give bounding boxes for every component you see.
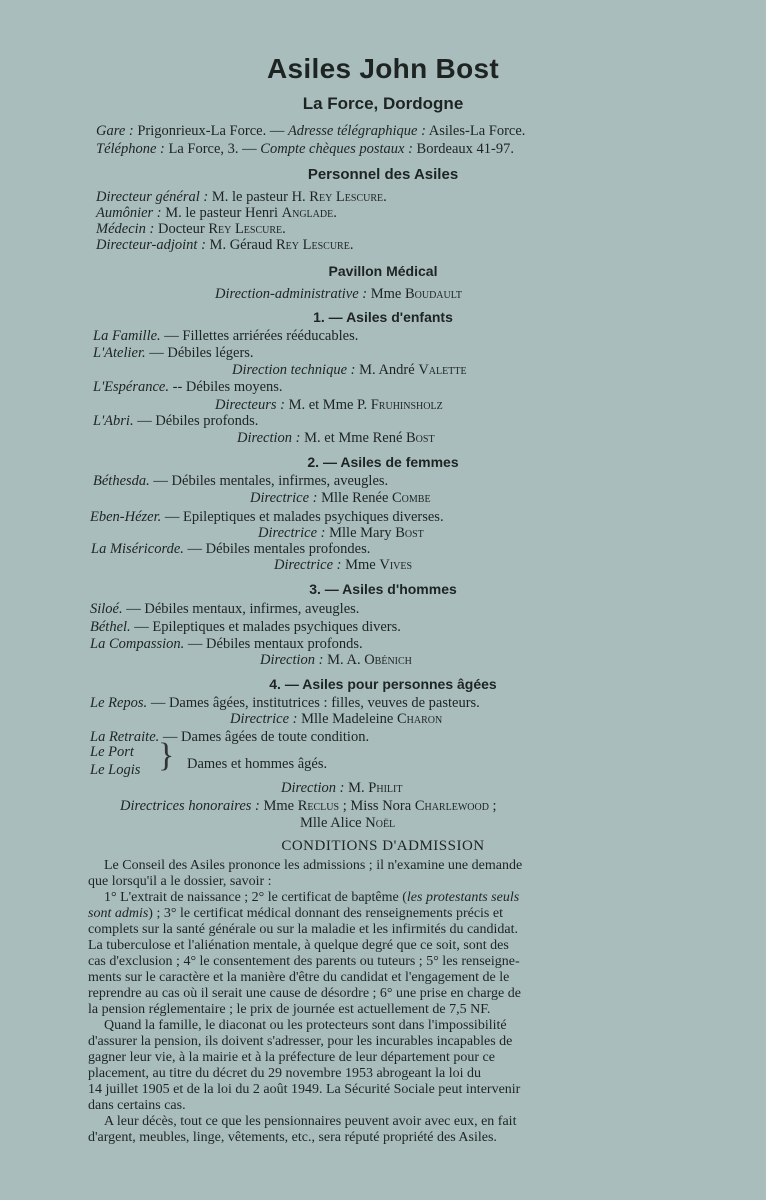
adresse-value: Asiles-La Force.	[428, 123, 526, 139]
conditions-line: Le Conseil des Asiles prononce les admissions ; il n'examine une demande	[104, 858, 523, 873]
direction-role: Directrice :	[274, 557, 342, 573]
section-title: Asiles pour personnes âgées	[302, 676, 497, 692]
direction-role: Directrice :	[250, 490, 318, 506]
conditions-line: d'argent, meubles, linge, vêtements, etc., sera réputé propriété des Asiles.	[88, 1130, 497, 1145]
section-number: 1. —	[313, 309, 343, 325]
page-title: Asiles John Bost	[267, 53, 499, 84]
telephone-label: Téléphone :	[96, 141, 165, 157]
page-subtitle: La Force, Dordogne	[302, 94, 464, 113]
conditions-line: placement, au titre du décret du 29 novembre 1953 abrogeant la loi du	[88, 1066, 482, 1081]
cheques-value: Bordeaux 41-97.	[416, 141, 514, 157]
direction-surname: Reclus	[297, 798, 340, 814]
conditions-italic: sont admis	[88, 906, 149, 921]
asile-name: Le Repos.	[90, 695, 148, 711]
direction-surname: Noël	[365, 815, 396, 831]
conditions-line: La tuberculose et l'aliénation mentale, à quelque degré que ce soit, sont des	[88, 938, 509, 953]
conditions-line: d'assurer la pension, ils doivent s'adresser, pour les incurables incapables de	[88, 1034, 513, 1049]
conditions-line: gagner leur vie, à la mairie et à la préfecture de leur département pour ce	[88, 1050, 495, 1065]
direction-line	[258, 525, 424, 542]
asile-desc: — Débiles mentales, infirmes, aveugles.	[153, 473, 389, 489]
direction-line	[230, 711, 442, 728]
cheques-label: Compte chèques postaux :	[260, 141, 413, 157]
gare-label: Gare :	[96, 123, 134, 139]
direction-surname: Vives	[379, 557, 413, 573]
direction-person: Mlle Alice	[300, 815, 362, 831]
personnel-surname: Rey Lescure.	[276, 237, 354, 253]
personnel-heading: Personnel des Asiles	[307, 166, 459, 183]
asile-name: Eben-Hézer.	[90, 509, 162, 525]
asile-entry	[90, 601, 359, 618]
asile-entry	[90, 509, 444, 526]
conditions-line: cas d'exclusion ; 4° le consentement des parents ou tuteurs ; 5° les renseigne-	[88, 954, 520, 969]
asile-desc: — Epileptiques et malades psychiques diverses.	[164, 509, 444, 525]
direction-line	[300, 815, 395, 832]
conditions-text: 1° L'extrait de naissance ; 2° le certificat de baptême (	[104, 890, 407, 905]
personnel-row	[96, 237, 353, 254]
personnel-role: Médecin :	[96, 221, 155, 237]
direction-person: Mlle Renée	[321, 490, 389, 506]
pavillon-surname: Boudault	[404, 286, 463, 302]
conditions-line: 14 juillet 1905 et de la loi du 2 août 1949. La Sécurité Sociale peut intervenir	[88, 1082, 521, 1097]
direction-surname: Fruhinsholz	[370, 397, 443, 413]
direction-role: Direction :	[260, 652, 324, 668]
personnel-role: Aumônier :	[96, 205, 162, 221]
direction-surname: Obénich	[364, 652, 412, 668]
conditions-line: complets sur la santé générale ou sur la maladie et les infirmités du candidat.	[88, 922, 518, 937]
asile-desc: — Epileptiques et malades psychiques divers.	[134, 619, 401, 635]
asile-entry	[93, 379, 283, 396]
conditions-line: ments sur le caractère et la manière d'être du candidat et l'engagement de le	[88, 970, 510, 985]
asile-entry	[90, 619, 401, 636]
direction-line	[232, 362, 467, 379]
adresse-label: Adresse télégraphique :	[287, 123, 426, 139]
direction-surname: Valette	[418, 362, 467, 378]
direction-surname: Bost	[406, 430, 435, 446]
asile-entry	[90, 636, 363, 653]
direction-line	[120, 798, 497, 815]
section-title: Asiles d'enfants	[346, 309, 453, 325]
personnel-row	[96, 205, 337, 222]
direction-role: Directeurs :	[215, 397, 285, 413]
personnel-name: Docteur	[158, 221, 205, 237]
gare-value: Prigonrieux-La Force. —	[137, 123, 285, 139]
conditions-line: la pension réglementaire ; le prix de journée est actuellement de 7,5 NF.	[88, 1002, 491, 1017]
personnel-role: Directeur général :	[96, 189, 209, 205]
direction-person: ; Miss Nora	[342, 798, 412, 814]
contact-line-1	[96, 123, 525, 140]
section-title: Asiles de femmes	[340, 454, 459, 470]
direction-role: Directrices honoraires :	[120, 798, 260, 814]
asile-desc: — Dames âgées de toute condition.	[162, 729, 370, 745]
direction-person: M. et Mme René	[304, 430, 403, 446]
pavillon-role: Direction-administrative :	[215, 286, 368, 302]
direction-line	[260, 652, 412, 669]
direction-role: Direction :	[281, 780, 345, 796]
personnel-name: M. le pasteur Henri	[165, 205, 279, 221]
direction-surname: Charon	[396, 711, 443, 727]
section-number: 3. —	[309, 581, 339, 597]
direction-person: M. André	[359, 362, 415, 378]
personnel-row	[96, 221, 286, 238]
section-heading-femmes	[0, 454, 766, 471]
asile-name: Béthesda.	[93, 473, 150, 489]
asile-entry	[90, 762, 140, 779]
asile-name: L'Abri.	[93, 413, 134, 429]
section-heading-agees	[0, 676, 766, 693]
direction-line	[237, 430, 435, 447]
direction-person: Mlle Madeleine	[301, 711, 394, 727]
direction-line	[250, 490, 431, 507]
conditions-heading: CONDITIONS D'ADMISSION	[281, 838, 485, 854]
asile-name: La Retraite.	[90, 729, 160, 745]
direction-line	[274, 557, 412, 574]
section-number: 2. —	[307, 454, 337, 470]
personnel-surname: Anglade.	[281, 205, 337, 221]
conditions-line: A leur décès, tout ce que les pensionnaires peuvent avoir avec eux, en fait	[104, 1114, 517, 1129]
punctuation: ;	[492, 798, 497, 814]
conditions-line	[88, 906, 503, 922]
direction-person: Mme	[263, 798, 295, 814]
direction-person: M. A.	[327, 652, 361, 668]
pavillon-name: Mme	[370, 286, 402, 302]
direction-person: Mme	[345, 557, 376, 573]
personnel-role: Directeur-adjoint :	[96, 237, 206, 253]
direction-person: Mlle Mary	[329, 525, 392, 541]
direction-line	[281, 780, 402, 797]
direction-person: M.	[348, 780, 365, 796]
asile-desc: -- Débiles moyens.	[172, 379, 283, 395]
personnel-surname: Rey Lescure.	[309, 189, 387, 205]
contact-line-2	[96, 141, 514, 158]
asile-entry	[93, 328, 358, 345]
asile-name: Le Port	[90, 744, 134, 760]
asile-entry	[93, 413, 258, 430]
personnel-row	[96, 189, 387, 206]
asile-name: L'Atelier.	[93, 345, 146, 361]
asile-name: L'Espérance.	[93, 379, 169, 395]
section-title: Asiles d'hommes	[342, 581, 457, 597]
personnel-name: M. le pasteur H.	[211, 189, 306, 205]
direction-role: Directrice :	[258, 525, 326, 541]
conditions-line: Quand la famille, le diaconat ou les protecteurs sont dans l'impossibilité	[104, 1018, 507, 1033]
conditions-text: ) ; 3° le certificat médical donnant des renseignements précis et	[148, 906, 503, 921]
personnel-name: M. Géraud	[209, 237, 273, 253]
asile-entry	[90, 695, 480, 712]
personnel-surname: Rey Lescure.	[208, 221, 286, 237]
asile-name: Béthel.	[90, 619, 131, 635]
asile-desc: Dames et hommes âgés.	[187, 756, 328, 772]
direction-surname: Philit	[368, 780, 403, 796]
direction-role: Direction technique :	[232, 362, 356, 378]
asile-desc: — Débiles profonds.	[137, 413, 259, 429]
brace-icon: }	[158, 737, 175, 774]
asile-desc: — Débiles légers.	[149, 345, 254, 361]
direction-surname: Bost	[395, 525, 424, 541]
direction-role: Directrice :	[230, 711, 298, 727]
asile-desc: — Dames âgées, institutrices : filles, veuves de pasteurs.	[150, 695, 480, 711]
asile-entry	[93, 345, 254, 362]
asile-desc: — Fillettes arriérées rééducables.	[164, 328, 359, 344]
asile-entry	[90, 744, 134, 761]
pavillon-heading: Pavillon Médical	[328, 263, 438, 279]
section-heading-enfants	[0, 309, 766, 326]
direction-role: Direction :	[237, 430, 301, 446]
asile-entry	[91, 541, 370, 558]
conditions-line: dans certains cas.	[88, 1098, 186, 1113]
conditions-line: que lorsqu'il a le dossier, savoir :	[88, 874, 272, 889]
asile-name: La Compassion.	[90, 636, 185, 652]
direction-line	[215, 397, 443, 414]
conditions-italic: les protestants seuls	[406, 890, 520, 905]
asile-name: La Miséricorde.	[91, 541, 184, 557]
asile-desc: — Débiles mentales profondes.	[187, 541, 371, 557]
conditions-line	[104, 890, 519, 906]
direction-surname: Combe	[392, 490, 431, 506]
asile-name: La Famille.	[93, 328, 161, 344]
section-heading-hommes	[0, 581, 766, 598]
pavillon-direction	[215, 286, 462, 303]
direction-person: M. et Mme P.	[288, 397, 368, 413]
asile-name: Siloé.	[90, 601, 123, 617]
asile-desc: — Débiles mentaux profonds.	[187, 636, 363, 652]
conditions-line: reprendre au cas où il serait une cause de désordre ; 6° une prise en charge de	[88, 986, 521, 1001]
asile-entry	[93, 473, 388, 490]
asile-name: Le Logis	[90, 762, 141, 778]
telephone-value: La Force, 3. —	[168, 141, 257, 157]
asile-desc: — Débiles mentaux, infirmes, aveugles.	[126, 601, 360, 617]
direction-surname: Charlewood	[414, 798, 489, 814]
section-number: 4. —	[269, 676, 299, 692]
